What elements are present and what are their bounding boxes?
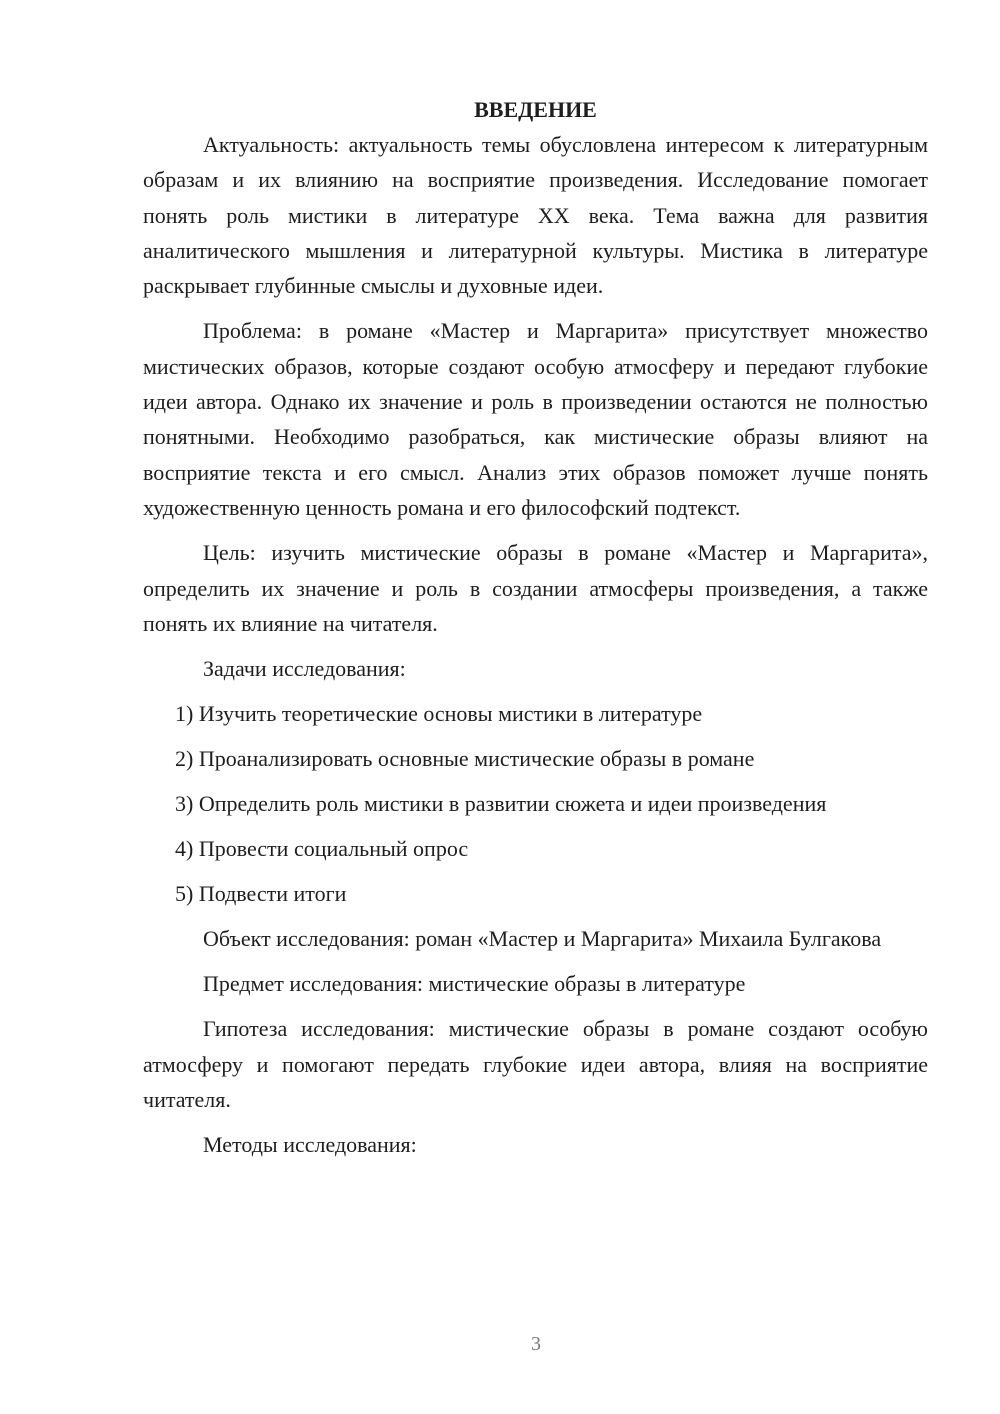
- goal-paragraph: Цель: изучить мистические образы в романе «Мастер и Маргарита», определить их значение и роль в создании атмосферы произведения, а также понять их влияние на читателя.: [143, 540, 928, 636]
- document-page: [143, 92, 928, 1172]
- problem-paragraph: Проблема: в романе «Мастер и Маргарита» присутствует множество мистических образов, которые создают особую атмосферу и передают глубокие идеи автора. Однако их значение и роль в произведении остаются не полностью понятными. Необходимо разобраться, как мистические образы влияют на восприятие текста и его смысл. Анализ этих образов поможет лучше понять художественную ценность романа и его философский подтекст.: [143, 318, 928, 520]
- relevance-paragraph: Актуальность: актуальность темы обусловлена интересом к литературным образам и их влиянию на восприятие произведения. Исследование помогает понять роль мистики в литературе XX века. Тема важна для развития аналитического мышления и литературной культуры. Мистика в литературе раскрывает глубинные смыслы и духовные идеи.: [143, 132, 928, 299]
- hypothesis-paragraph: Гипотеза исследования: мистические образы в романе создают особую атмосферу и помогают передать глубокие идеи автора, влияя на восприятие читателя.: [143, 1016, 928, 1113]
- tasks-list: [143, 696, 928, 911]
- list-item: 2) Проанализировать основные мистические образы в романе: [175, 746, 755, 772]
- page-title: ВВЕДЕНИЕ: [474, 97, 597, 122]
- list-item: 1) Изучить теоретические основы мистики в литературе: [175, 701, 703, 727]
- list-item: 5) Подвести итоги: [175, 881, 347, 907]
- object-paragraph: Объект исследования: роман «Мастер и Маргарита» Михаила Булгакова: [203, 926, 882, 952]
- subject-paragraph: Предмет исследования: мистические образы в литературе: [203, 971, 746, 997]
- page-number: 3: [531, 1333, 541, 1355]
- methods-heading: Методы исследования:: [203, 1132, 417, 1158]
- list-item: 3) Определить роль мистики в развитии сюжета и идеи произведения: [175, 791, 827, 817]
- tasks-heading: Задачи исследования:: [203, 656, 406, 682]
- list-item: 4) Провести социальный опрос: [175, 836, 469, 862]
